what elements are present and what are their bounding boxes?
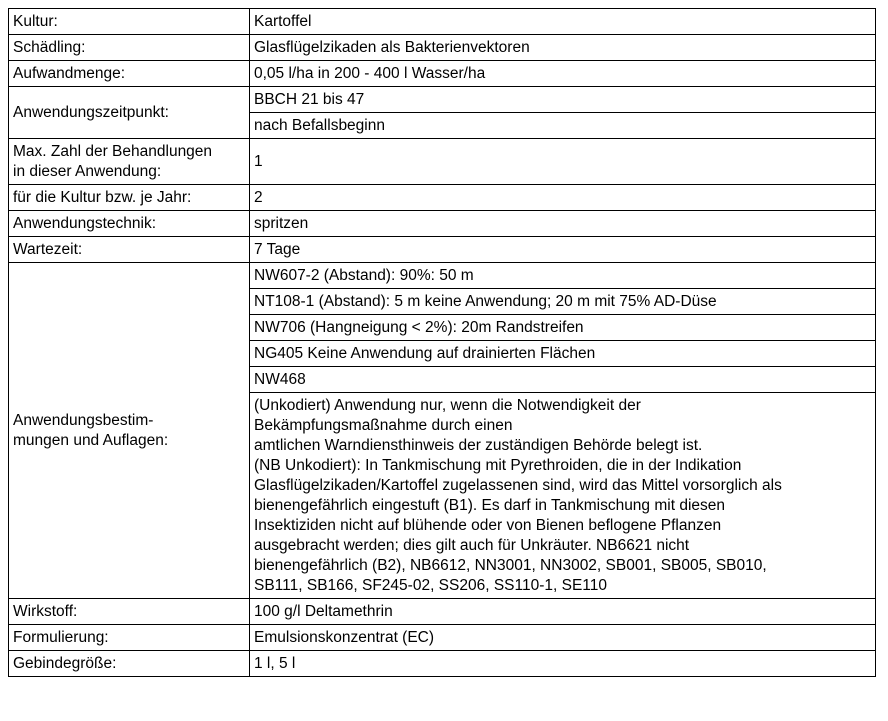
row-value-unkodiert: (Unkodiert) Anwendung nur, wenn die Notwendigkeit der Bekämpfungsmaßnahme durch einen amtlichen Warndiensthinweis der zuständigen Behörde belegt ist. (NB Unkodiert): In Tankmischung mit Pyrethroiden, die in der Indikation Glasflügelzikaden/Kartoffel zugelassenen sind, wird das Mittel vorsorglich als bienengefährlich eingestuft (B1). Es darf in Tankmischung mit diesen Insektiziden nicht auf blühende oder von Bienen beflogene Pflanzen ausgebracht werden; dies gilt auch für Unkräuter. NB6621 nicht bienengefährlich (B2), NB6612, NN3001, NN3002, SB001, SB005, SB010, SB111, SB166, SF245-02, SS206, SS110-1, SE110	[250, 393, 876, 599]
row-label-gebindegroesse: Gebindegröße:	[9, 651, 250, 677]
row-label-anwendungszeitpunkt: Anwendungszeitpunkt:	[9, 87, 250, 139]
row-label-wirkstoff: Wirkstoff:	[9, 599, 250, 625]
table-row	[9, 35, 876, 61]
row-label-formulierung: Formulierung:	[9, 625, 250, 651]
row-value-nt108: NT108-1 (Abstand): 5 m keine Anwendung; 20 m mit 75% AD-Düse	[250, 289, 876, 315]
table-row	[9, 9, 876, 35]
row-value-nw468: NW468	[250, 367, 876, 393]
table-row	[9, 599, 876, 625]
row-label-je-jahr: für die Kultur bzw. je Jahr:	[9, 185, 250, 211]
row-value-kultur: Kartoffel	[250, 9, 876, 35]
row-label-max-zahl: Max. Zahl der Behandlungen in dieser Anwendung:	[9, 139, 250, 185]
row-value-bbch: BBCH 21 bis 47	[250, 87, 876, 113]
row-label-kultur: Kultur:	[9, 9, 250, 35]
row-label-schaedling: Schädling:	[9, 35, 250, 61]
table-row	[9, 263, 876, 289]
row-label-aufwandmenge: Aufwandmenge:	[9, 61, 250, 87]
table-row	[9, 87, 876, 113]
row-value-nw706: NW706 (Hangneigung < 2%): 20m Randstreifen	[250, 315, 876, 341]
row-value-je-jahr: 2	[250, 185, 876, 211]
row-value-schaedling: Glasflügelzikaden als Bakterienvektoren	[250, 35, 876, 61]
row-value-wirkstoff: 100 g/l Deltamethrin	[250, 599, 876, 625]
row-label-anwendungstechnik: Anwendungstechnik:	[9, 211, 250, 237]
row-value-ng405: NG405 Keine Anwendung auf drainierten Flächen	[250, 341, 876, 367]
table-row	[9, 61, 876, 87]
row-value-befallsbeginn: nach Befallsbeginn	[250, 113, 876, 139]
row-value-aufwandmenge: 0,05 l/ha in 200 - 400 l Wasser/ha	[250, 61, 876, 87]
row-value-formulierung: Emulsionskonzentrat (EC)	[250, 625, 876, 651]
row-label-wartezeit: Wartezeit:	[9, 237, 250, 263]
row-value-max-zahl: 1	[250, 139, 876, 185]
table-row	[9, 211, 876, 237]
product-info-table	[8, 8, 876, 677]
row-value-anwendungstechnik: spritzen	[250, 211, 876, 237]
table-row	[9, 185, 876, 211]
table-row	[9, 139, 876, 185]
row-value-gebindegroesse: 1 l, 5 l	[250, 651, 876, 677]
table-row	[9, 625, 876, 651]
row-value-nw607: NW607-2 (Abstand): 90%: 50 m	[250, 263, 876, 289]
row-label-auflagen: Anwendungsbestim- mungen und Auflagen:	[9, 263, 250, 599]
row-value-wartezeit: 7 Tage	[250, 237, 876, 263]
table-row	[9, 651, 876, 677]
table-row	[9, 237, 876, 263]
